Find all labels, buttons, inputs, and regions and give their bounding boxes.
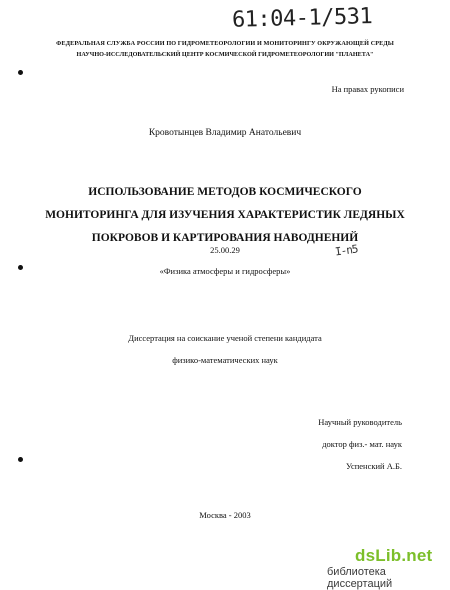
supervisor-degree: доктор физ.- мат. наук [322, 439, 402, 449]
specialty-code: 25.00.29 [210, 245, 240, 255]
watermark-logo-tld: .net [401, 546, 433, 565]
dissertation-title [0, 181, 450, 250]
archive-stamp: 61:04-1/531 [231, 4, 373, 33]
city-year: Москва - 2003 [199, 510, 251, 520]
watermark-logo-main: dsLib [355, 546, 402, 565]
supervisor-block [270, 411, 402, 477]
specialty-name: «Физика атмосферы и гидросферы» [159, 266, 291, 276]
scan-dot [18, 70, 23, 75]
title-line: МОНИТОРИНГА ДЛЯ ИЗУЧЕНИЯ ХАРАКТЕРИСТИК ЛЕДЯНЫХ [45, 209, 405, 221]
title-line: ИСПОЛЬЗОВАНИЕ МЕТОДОВ КОСМИЧЕСКОГО [88, 186, 362, 198]
degree-field: физико-математических наук [172, 355, 278, 365]
supervisor-name: Успенский А.Б. [345, 461, 402, 471]
agency-header: ФЕДЕРАЛЬНАЯ СЛУЖБА РОССИИ ПО ГИДРОМЕТЕОРОЛОГИИ И МОНИТОРИНГУ ОКРУЖАЮЩЕЙ СРЕДЫ [56, 40, 394, 47]
author-name: Кровотынцев Владимир Анатольевич [148, 128, 302, 138]
handwritten-note: I-n5 [334, 242, 359, 259]
watermark-logo[interactable] [355, 546, 432, 566]
manuscript-rights: На правах рукописи [331, 84, 404, 94]
scan-dot [18, 457, 23, 462]
institute-header: НАУЧНО-ИССЛЕДОВАТЕЛЬСКИЙ ЦЕНТР КОСМИЧЕСКОЙ ГИДРОМЕТЕОРОЛОГИИ "ПЛАНЕТА" [76, 51, 374, 58]
supervisor-role: Научный руководитель [318, 417, 402, 427]
title-line: ПОКРОВОВ И КАРТИРОВАНИЯ НАВОДНЕНИЙ [91, 232, 359, 244]
degree-statement: Диссертация на соискание ученой степени кандидата [128, 333, 322, 343]
watermark-subtitle[interactable]: библиотека диссертаций [327, 566, 393, 590]
